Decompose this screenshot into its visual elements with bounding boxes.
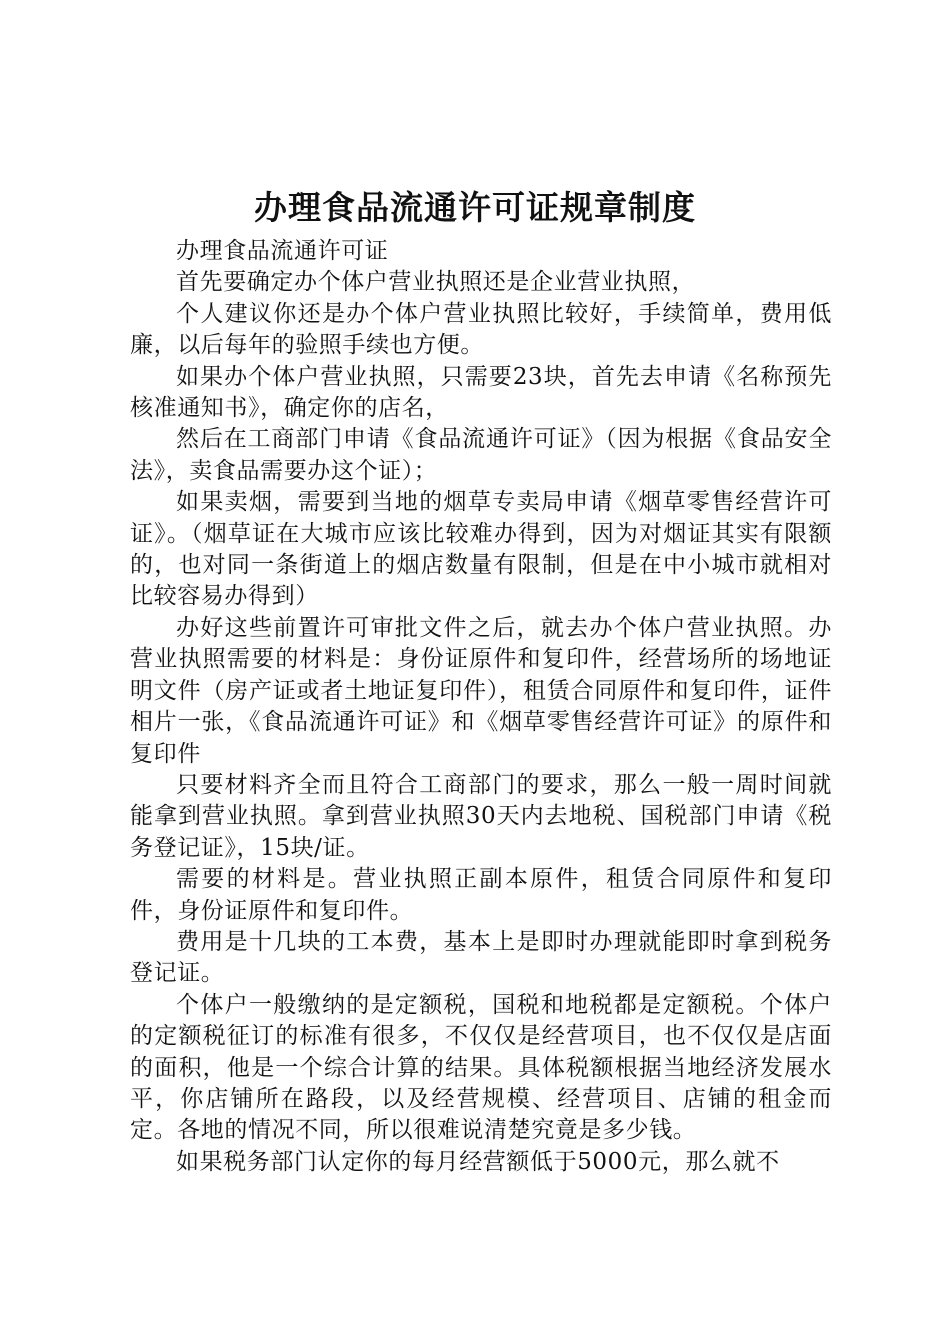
paragraph-6: 如果卖烟，需要到当地的烟草专卖局申请《烟草零售经营许可证》。（烟草证在大城市应该比较难办得到，因为对烟证其实有限额的，也对同一条街道上的烟店数量有限制，但是在中小城市就相对比较容易办得到）: [130, 489, 832, 610]
paragraph-4: 如果办个体户营业执照，只需要23块，首先去申请《名称预先核准通知书》，确定你的店名，: [130, 363, 832, 422]
paragraph-3: 个人建议你还是办个体户营业执照比较好，手续简单，费用低廉，以后每年的验照手续也方便。: [130, 300, 832, 359]
document-body: [130, 236, 832, 1178]
paragraph-2: 首先要确定办个体户营业执照还是企业营业执照，: [176, 269, 696, 296]
paragraph-10: 费用是十几块的工本费，基本上是即时办理就能即时拿到税务登记证。: [130, 928, 832, 987]
paragraph-8: 只要材料齐全而且符合工商部门的要求，那么一般一周时间就能拿到营业执照。拿到营业执照30天内去地税、国税部门申请《税务登记证》，15块/证。: [130, 771, 832, 861]
document-title: 办理食品流通许可证规章制度: [254, 188, 696, 227]
paragraph-11: 个体户一般缴纳的是定额税，国税和地税都是定额税。个体户的定额税征订的标准有很多，不仅仅是经营项目，也不仅仅是店面的面积，他是一个综合计算的结果。具体税额根据当地经济发展水平，你店铺所在路段，以及经营规模、经营项目、店铺的租金而定。各地的情况不同，所以很难说清楚究竟是多少钱。: [130, 991, 832, 1144]
paragraph-7: 办好这些前置许可审批文件之后，就去办个体户营业执照。办营业执照需要的材料是：身份证原件和复印件，经营场所的场地证明文件（房产证或者土地证复印件），租赁合同原件和复印件，证件相片一张，《食品流通许可证》和《烟草零售经营许可证》的原件和复印件: [130, 614, 832, 767]
paragraph-1: 办理食品流通许可证: [176, 238, 389, 264]
paragraph-9: 需要的材料是。营业执照正副本原件，租赁合同原件和复印件，身份证原件和复印件。: [130, 866, 832, 924]
paragraph-12: 如果税务部门认定你的每月经营额低于5000元，那么就不: [176, 1148, 780, 1175]
paragraph-5: 然后在工商部门申请《食品流通许可证》（因为根据《食品安全法》，卖食品需要办这个证）；: [130, 426, 832, 484]
